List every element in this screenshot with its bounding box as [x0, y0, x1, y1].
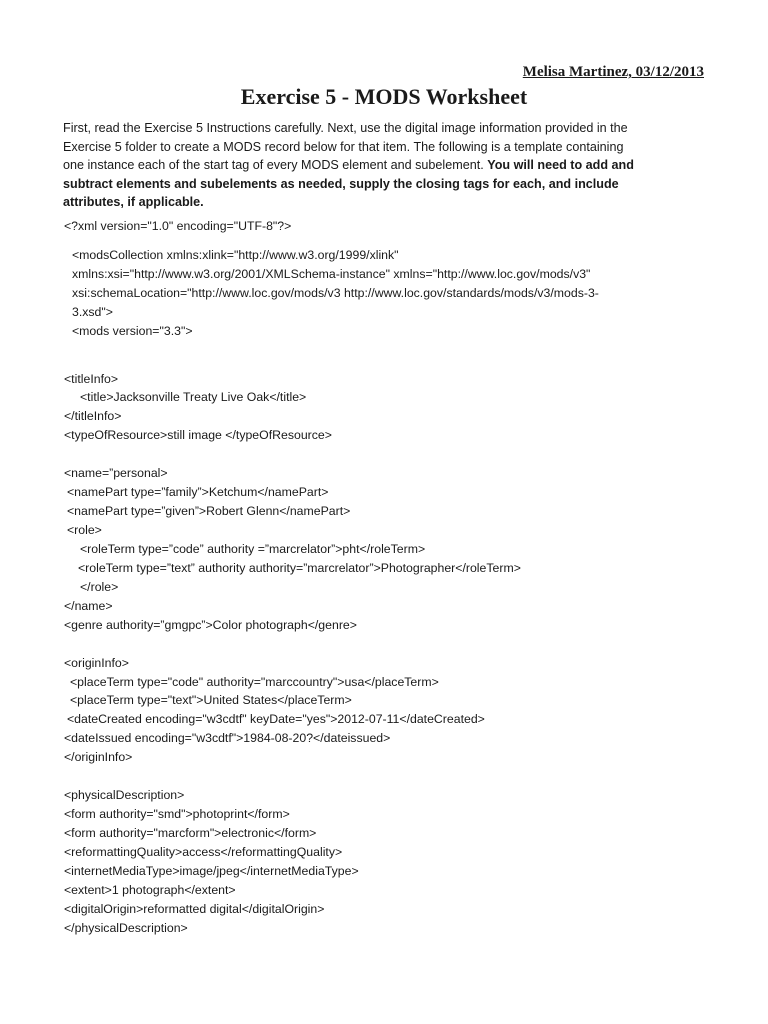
code-line: <modsCollection xmlns:xlink="http://www.w3.org/1999/xlink"	[72, 248, 399, 262]
code-line: </role>	[80, 580, 119, 594]
instructions-line: First, read the Exercise 5 Instructions carefully. Next, use the digital image information provided in the	[63, 121, 628, 135]
code-line: <titleInfo>	[64, 372, 119, 386]
code-line: <dateCreated encoding="w3cdtf" keyDate="yes">2012-07-11</dateCreated>	[67, 712, 485, 726]
instructions-emphasis: subtract elements and subelements as needed, supply the closing tags for each, and include	[63, 176, 619, 191]
code-line: </originInfo>	[64, 750, 133, 764]
code-line: </name>	[64, 599, 113, 613]
code-line: <internetMediaType>image/jpeg</internetMediaType>	[64, 864, 359, 878]
code-line: xmlns:xsi="http://www.w3.org/2001/XMLSchema-instance" xmlns="http://www.loc.gov/mods/v3"	[72, 267, 591, 281]
code-line: <genre authority=”gmgpc”>Color photograph</genre>	[64, 618, 357, 632]
instructions-line	[63, 175, 718, 194]
page-title: Exercise 5 - MODS Worksheet	[240, 84, 528, 109]
code-line: 3.xsd">	[72, 305, 113, 319]
instructions-paragraph	[63, 119, 718, 212]
code-line: <form authority="marcform">electronic</form>	[64, 826, 317, 840]
code-line: <extent>1 photograph</extent>	[64, 883, 236, 897]
code-line: <roleTerm type=”code” authority =”marcrelator”>pht</roleTerm>	[80, 542, 426, 556]
code-line: </titleInfo>	[64, 409, 122, 423]
code-line: </physicalDescription>	[64, 921, 188, 935]
code-line: <placeTerm type="text">United States</placeTerm>	[70, 693, 352, 707]
code-line: <placeTerm type="code" authority="marccountry">usa</placeTerm>	[70, 675, 439, 689]
code-line: <reformattingQuality>access</reformattingQuality>	[64, 845, 343, 859]
code-line: <originInfo>	[64, 656, 129, 670]
code-line: <name=”personal>	[64, 466, 168, 480]
code-line: <namePart type=”family”>Ketchum</namePart>	[67, 485, 329, 499]
code-line: <?xml version="1.0" encoding="UTF-8"?>	[64, 219, 292, 233]
code-line: <physicalDescription>	[64, 788, 185, 802]
code-line: <roleTerm type=”text” authority authority=”marcrelator”>Photographer</roleTerm>	[78, 561, 521, 575]
code-line: <form authority="smd">photoprint</form>	[64, 807, 290, 821]
instructions-line: Exercise 5 folder to create a MODS record below for that item. The following is a template containing	[63, 139, 624, 154]
code-line: <title>Jacksonville Treaty Live Oak</title>	[80, 390, 307, 404]
instructions-text: one instance each of the start tag of every MODS element and subelement.	[63, 158, 488, 173]
code-line: <namePart type=”given”>Robert Glenn</namePart>	[67, 504, 351, 518]
code-line: <digitalOrigin>reformatted digital</digitalOrigin>	[64, 902, 325, 916]
code-line: <role>	[67, 523, 102, 537]
code-line: <dateIssued encoding="w3cdtf">1984-08-20?</dateissued>	[64, 731, 391, 745]
code-line: <typeOfResource>still image </typeOfResource>	[64, 428, 332, 442]
code-line: xsi:schemaLocation="http://www.loc.gov/mods/v3 http://www.loc.gov/standards/mods/v3/mods-3-	[72, 286, 599, 300]
code-line: <mods version="3.3">	[72, 324, 193, 338]
author-date-line: Melisa Martinez, 03/12/2013	[522, 64, 704, 80]
instructions-line	[63, 193, 718, 212]
instructions-emphasis: You will need to add and	[487, 158, 634, 173]
instructions-emphasis: attributes, if applicable.	[63, 195, 204, 210]
instructions-line	[63, 156, 718, 175]
